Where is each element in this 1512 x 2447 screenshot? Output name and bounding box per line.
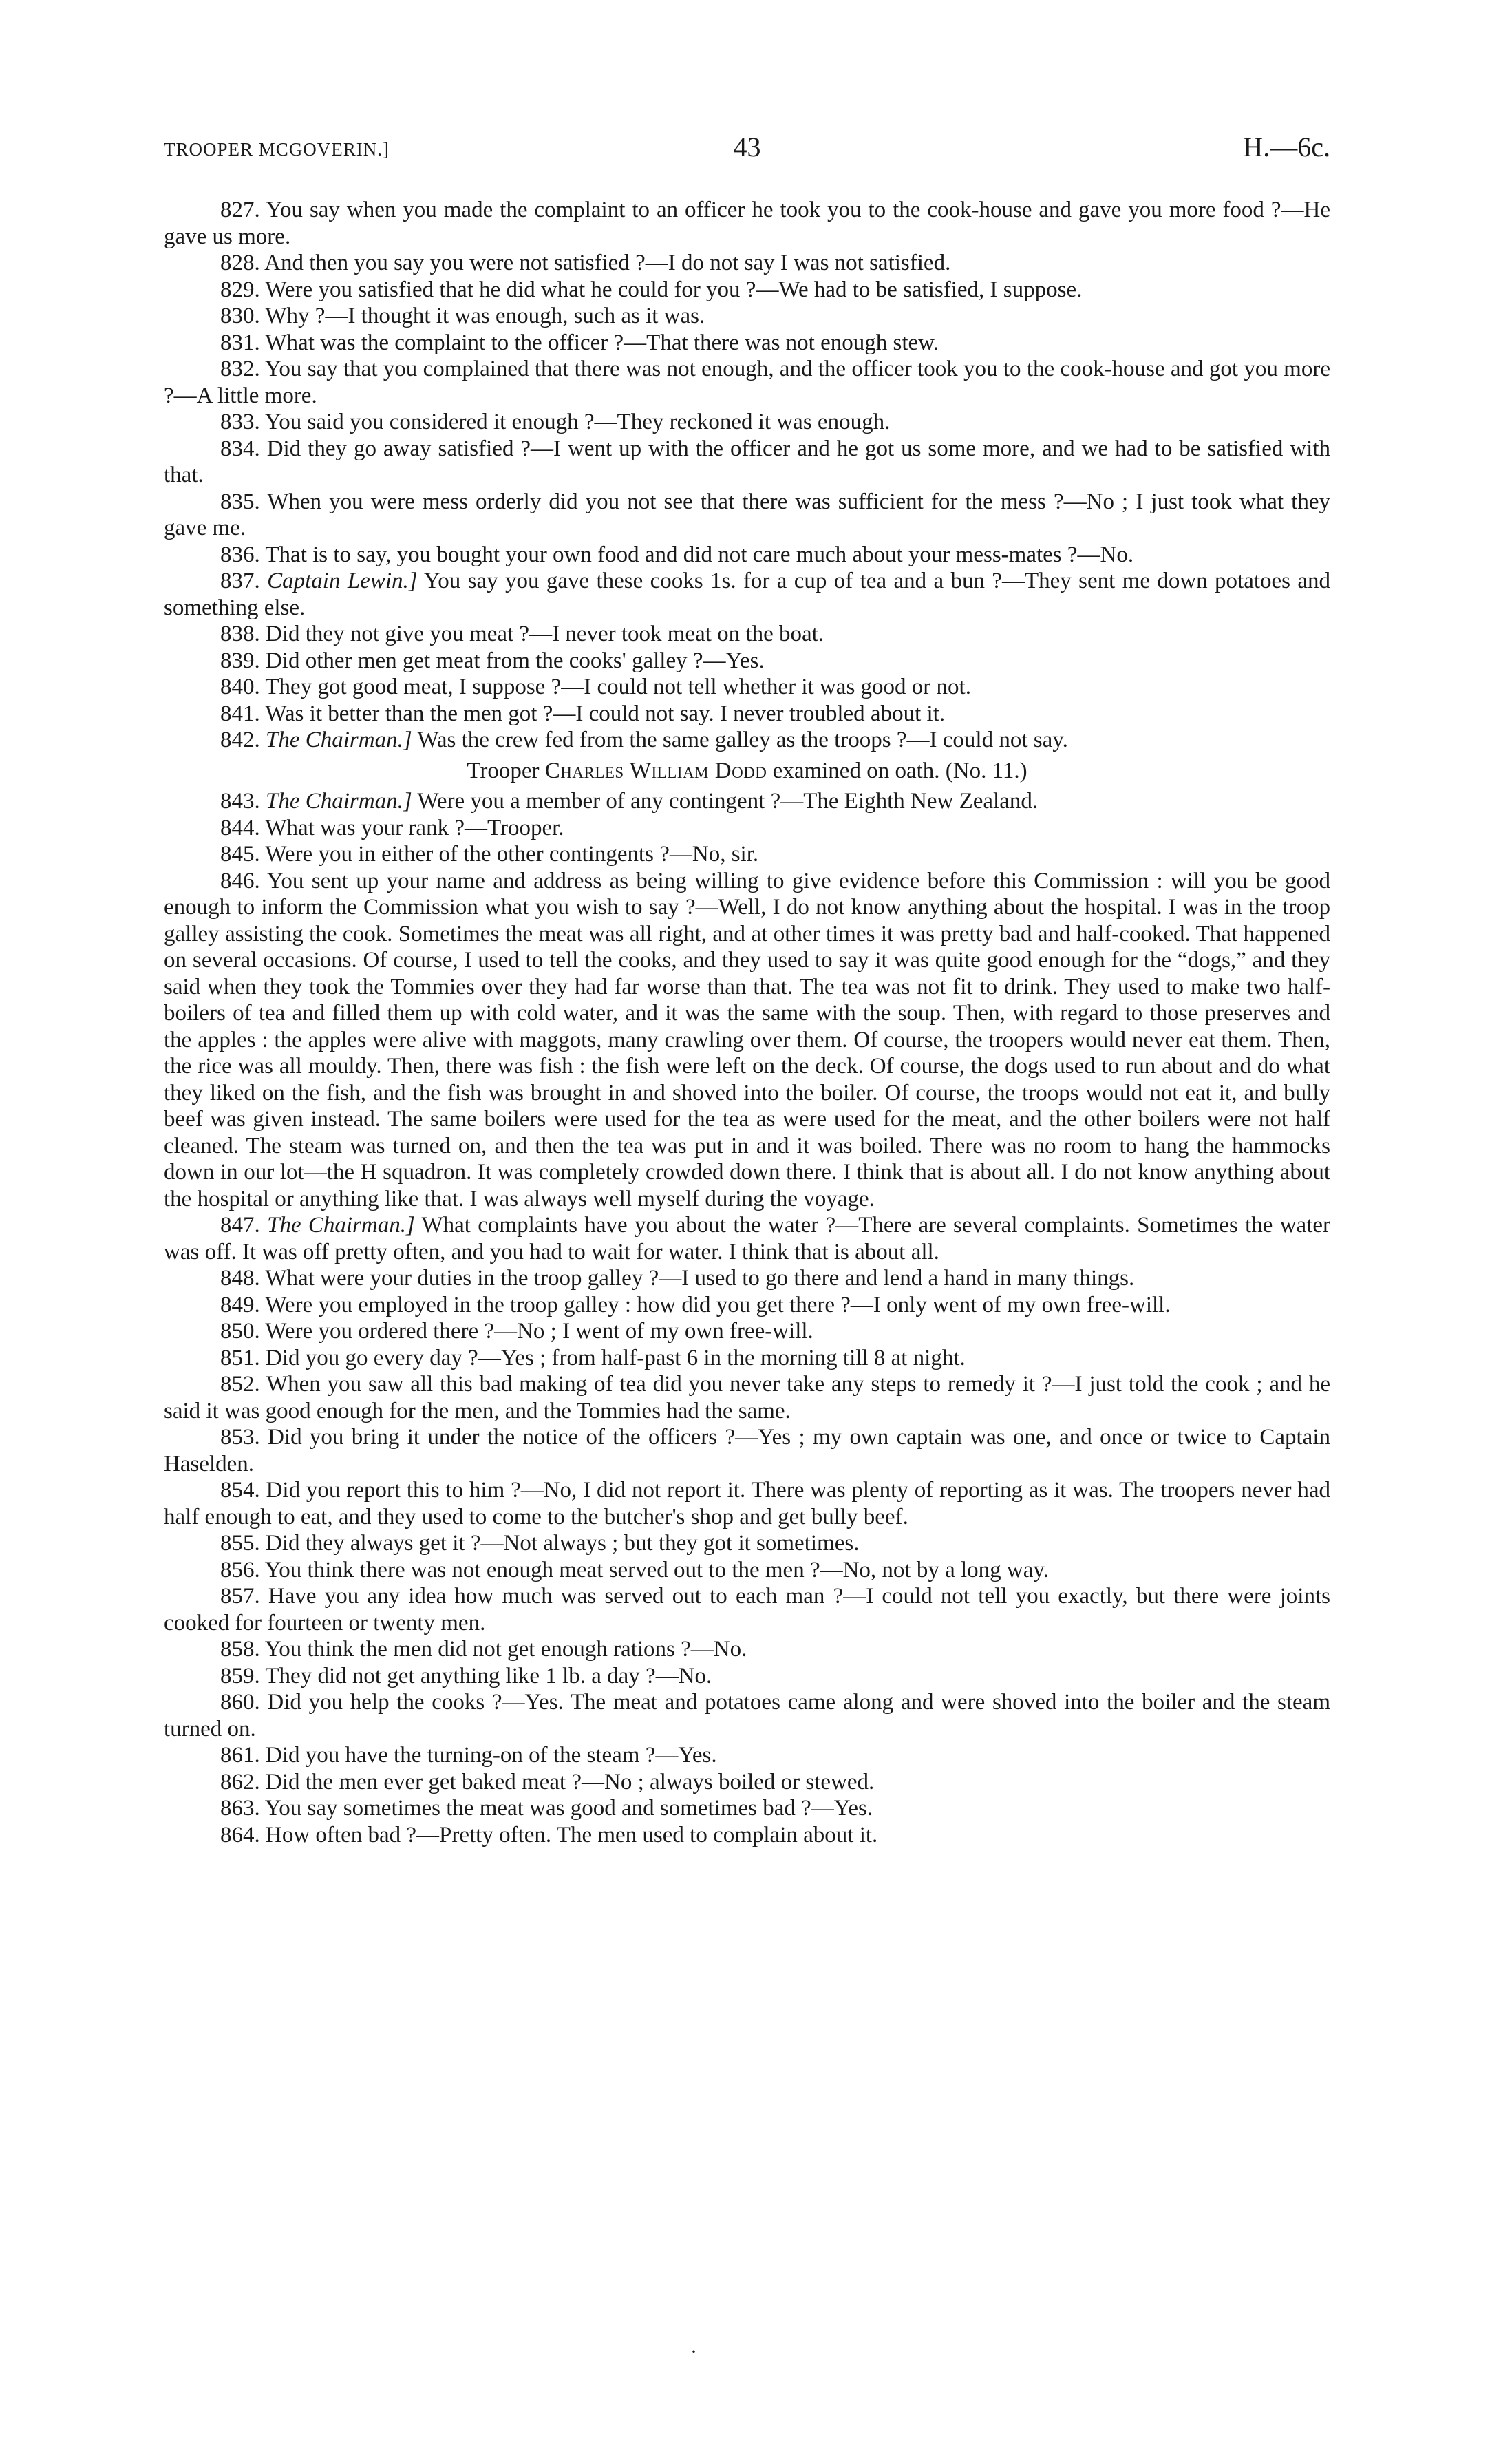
question-paragraph — [164, 1742, 1330, 1769]
heading-prefix: Trooper — [467, 758, 540, 783]
header-witness-name: TROOPER MCGOVERIN.] — [164, 139, 390, 160]
question-text: 862. Did the men ever get baked meat ?—No ; always boiled or stewed. — [220, 1769, 875, 1794]
witness-name: Charles William Dodd — [544, 758, 767, 783]
question-paragraph — [164, 250, 1330, 277]
question-text: 828. And then you say you were not satisfied ?—I do not say I was not satisfied. — [220, 251, 951, 275]
document-page — [164, 131, 1330, 1848]
question-paragraph — [164, 1477, 1330, 1530]
question-paragraph — [164, 277, 1330, 304]
question-text: 859. They did not get anything like 1 lb. a day ?—No. — [220, 1663, 712, 1688]
running-header — [164, 131, 1330, 172]
speaker-name: The Chairman.] — [267, 1213, 415, 1238]
question-text: What complaints have you about the water ?—There are several complaints. Sometimes the water was off. It was off pretty often, and you had to wait for water. I think that is about all. — [164, 1213, 1331, 1264]
question-paragraph — [164, 542, 1330, 569]
speaker-name: The Chairman.] — [266, 789, 412, 814]
question-number: 842. — [220, 728, 260, 752]
page-number: 43 — [733, 131, 761, 162]
question-text: Were you a member of any contingent ?—The Eighth New Zealand. — [417, 789, 1039, 814]
question-paragraph — [164, 1583, 1330, 1636]
question-paragraph — [164, 436, 1330, 489]
question-paragraph — [164, 197, 1330, 250]
question-number: 843. — [220, 789, 260, 814]
question-text: 835. When you were mess orderly did you not see that there was sufficient for the mess ?—No ; I just took what they gave me. — [164, 489, 1330, 540]
question-text: 864. How often bad ?—Pretty often. The men used to complain about it. — [220, 1822, 878, 1847]
question-text: 834. Did they go away satisfied ?—I went up with the officer and he got us some more, and we had to be satisfied with that. — [164, 436, 1330, 487]
question-text: 839. Did other men get meat from the cooks' galley ?—Yes. — [220, 648, 765, 673]
question-paragraph — [164, 330, 1330, 357]
question-number: 847. — [220, 1213, 260, 1238]
witness-heading — [164, 758, 1330, 785]
question-paragraph — [164, 701, 1330, 728]
question-text: 833. You said you considered it enough ?—They reckoned it was enough. — [220, 410, 891, 434]
question-text: 829. Were you satisfied that he did what he could for you ?—We had to be satisfied, I suppose. — [220, 277, 1083, 302]
question-paragraph — [164, 1371, 1330, 1424]
question-paragraph — [164, 1212, 1330, 1265]
question-paragraph — [164, 356, 1330, 409]
question-text: 849. Were you employed in the troop galley : how did you get there ?—I only went of my own free-will. — [220, 1292, 1171, 1317]
question-paragraph — [164, 1530, 1330, 1557]
question-paragraph — [164, 841, 1330, 868]
question-paragraph — [164, 1663, 1330, 1690]
question-text: 860. Did you help the cooks ?—Yes. The meat and potatoes came along and were shoved into the boiler and the steam turned on. — [164, 1690, 1330, 1741]
question-paragraph — [164, 788, 1330, 815]
question-text: 854. Did you report this to him ?—No, I did not report it. There was plenty of reporting as it was. The troopers never had half enough to eat, and they used to come to the butcher's shop and get bully beef. — [164, 1478, 1330, 1529]
heading-suffix: examined on oath. (No. 11.) — [772, 758, 1027, 783]
question-text: Was the crew fed from the same galley as the troops ?—I could not say. — [417, 728, 1068, 752]
question-text: 836. That is to say, you bought your own food and did not care much about your mess-mates ?—No. — [220, 542, 1134, 567]
question-text: 838. Did they not give you meat ?—I never took meat on the boat. — [220, 622, 824, 646]
question-paragraph — [164, 1769, 1330, 1796]
question-paragraph — [164, 1424, 1330, 1477]
question-number: 837. — [220, 569, 260, 593]
question-text: You say you gave these cooks 1s. for a cup of tea and a bun ?—They sent me down potatoes and something else. — [164, 569, 1331, 620]
question-text: 858. You think the men did not get enough rations ?—No. — [220, 1637, 747, 1662]
question-text: 848. What were your duties in the troop galley ?—I used to go there and lend a hand in many things. — [220, 1266, 1135, 1291]
question-paragraph — [164, 1822, 1330, 1849]
question-paragraph — [164, 1265, 1330, 1292]
question-text: 853. Did you bring it under the notice of the officers ?—Yes ; my own captain was one, and once or twice to Captain Haselden. — [164, 1425, 1330, 1476]
question-paragraph — [164, 409, 1330, 436]
question-text: 857. Have you any idea how much was served out to each man ?—I could not tell you exactly, but there were joints cooked for fourteen or twenty men. — [164, 1584, 1330, 1635]
question-text: 863. You say sometimes the meat was good and sometimes bad ?—Yes. — [220, 1796, 873, 1821]
question-text: 844. What was your rank ?—Trooper. — [220, 815, 564, 840]
question-text: 851. Did you go every day ?—Yes ; from half-past 6 in the morning till 8 at night. — [220, 1345, 966, 1370]
question-text: 855. Did they always get it ?—Not always ; but they got it sometimes. — [220, 1531, 860, 1556]
document-reference: H.—6c. — [1243, 131, 1330, 162]
question-text: 840. They got good meat, I suppose ?—I could not tell whether it was good or not. — [220, 675, 971, 699]
question-text: 845. Were you in either of the other contingents ?—No, sir. — [220, 842, 759, 867]
question-text: 827. You say when you made the complaint to an officer he took you to the cook-house and gave you more food ?—He gave us more. — [164, 198, 1330, 249]
question-paragraph — [164, 1318, 1330, 1345]
question-paragraph — [164, 815, 1330, 842]
question-paragraph — [164, 648, 1330, 675]
question-paragraph — [164, 1345, 1330, 1372]
question-paragraph — [164, 674, 1330, 701]
question-text: 841. Was it better than the men got ?—I could not say. I never troubled about it. — [220, 701, 946, 726]
question-paragraph — [164, 1557, 1330, 1584]
question-paragraph — [164, 727, 1330, 754]
question-text: 856. You think there was not enough meat served out to the men ?—No, not by a long way. — [220, 1557, 1050, 1582]
question-paragraph — [164, 1292, 1330, 1319]
question-paragraph — [164, 489, 1330, 542]
question-paragraph — [164, 568, 1330, 621]
question-text: 850. Were you ordered there ?—No ; I went of my own free-will. — [220, 1319, 813, 1344]
question-paragraph — [164, 303, 1330, 330]
speaker-name: Captain Lewin.] — [267, 569, 418, 593]
question-paragraph — [164, 1795, 1330, 1822]
speaker-name: The Chairman.] — [266, 728, 412, 752]
question-paragraph — [164, 868, 1330, 1213]
question-paragraph — [164, 1689, 1330, 1742]
evidence-body — [164, 197, 1330, 1848]
question-text: 832. You say that you complained that there was not enough, and the officer took you to the cook-house and got you more ?—A little more. — [164, 357, 1330, 408]
question-text: 831. What was the complaint to the officer ?—That there was not enough stew. — [220, 330, 939, 355]
question-text: 846. You sent up your name and address as being willing to give evidence before this Commission : will you be good enough to inform the Commission what you wish to say ?—Well, I do not know anything about the hospital. I was in the troop galley assisting the cook. Sometimes the meat was all right, and at other times it was pretty bad and half-cooked. That happened on several occasions. Of course, I used to tell the cooks, and they used to say it was quite good enough for the “dogs,” and they said when they took the Tommies over they had far worse than that. The tea was not fit to drink. They used to make two half-boilers of tea and filled them up with cold water, and it was the same with the soup. Then, with regard to those preserves and the apples : the apples were alive with maggots, many crawling over them. Of course, the troopers would never eat them. Then, the rice was all mouldy. Then, there was fish : the fish were left on the deck. Of course, the dogs used to run about and do what they liked on the fish, and the fish was brought in and shoved into the boiler. Of course, the troops would not eat it, and bully beef was given instead. The same boilers were used for the tea as were used for the meat, and the other boilers were not half cleaned. The steam was turned on, and then the tea was put in and it was boiled. There was no room to hang the hammocks down in our lot—the H squadron. It was completely crowded down there. I think that is about all. I do not know anything about the hospital or anything like that. I was always well myself during the voyage. — [164, 868, 1330, 1211]
stray-mark: · — [690, 2340, 697, 2363]
question-text: 830. Why ?—I thought it was enough, such as it was. — [220, 304, 705, 328]
question-text: 861. Did you have the turning-on of the steam ?—Yes. — [220, 1743, 717, 1768]
question-paragraph — [164, 1636, 1330, 1663]
question-paragraph — [164, 621, 1330, 648]
question-text: 852. When you saw all this bad making of tea did you never take any steps to remedy it ?—I just told the cook ; and he said it was good enough for the men, and the Tommies had the same. — [164, 1372, 1330, 1423]
